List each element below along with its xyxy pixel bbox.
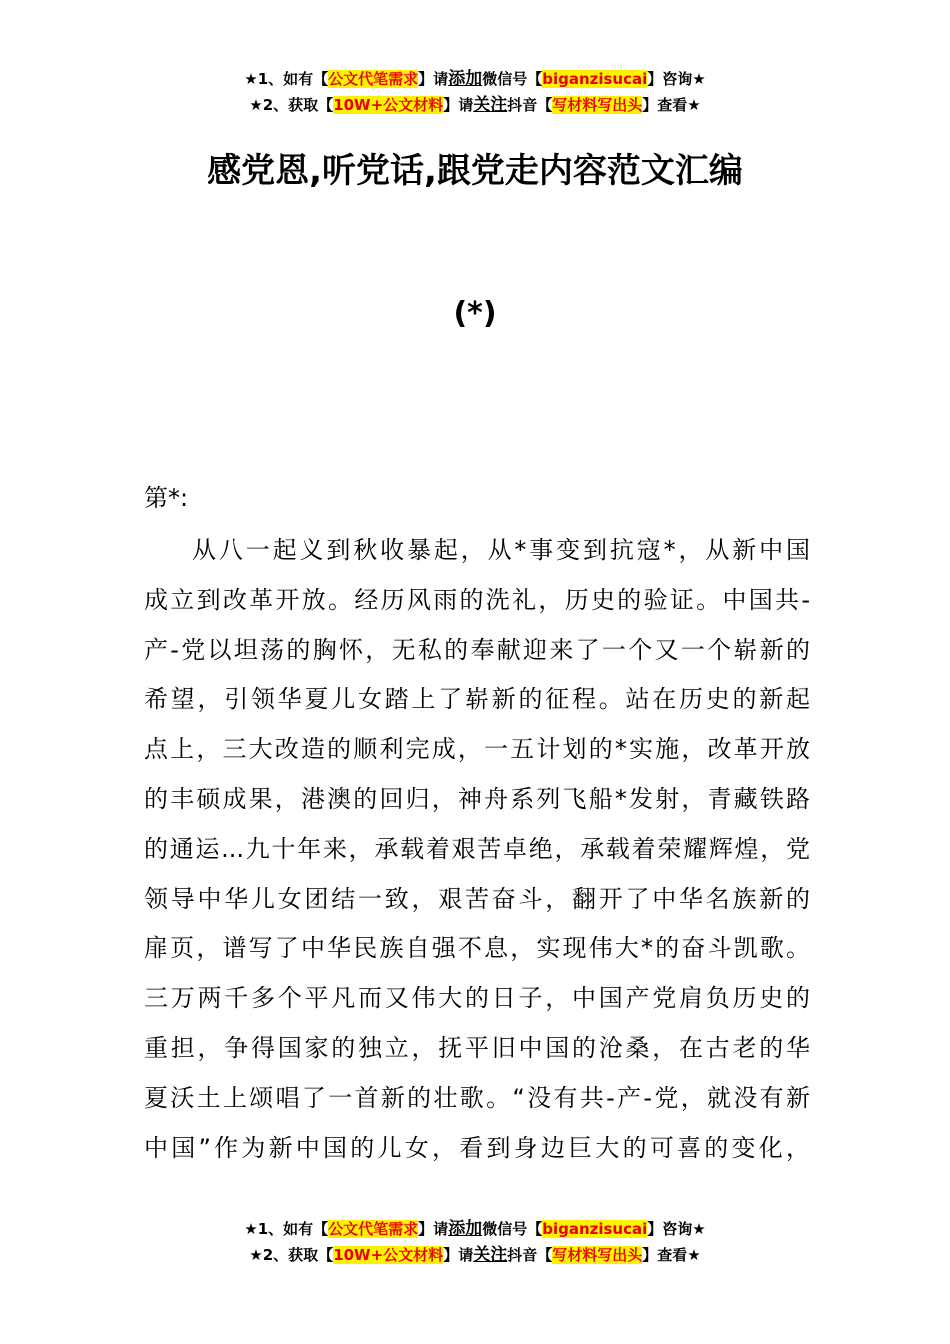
banner-underlined: 关注 [473, 95, 508, 115]
banner-text: 】查看★ [642, 96, 701, 114]
body-line: 的丰硕成果，港澳的回归，神舟系列飞船*发射，青藏铁路 [144, 784, 810, 813]
banner-text: ★2、获取【 [249, 96, 334, 114]
banner-highlight: 写材料写出头 [552, 1246, 643, 1264]
banner-line-2 [0, 92, 950, 118]
banner-line-1 [0, 1216, 950, 1242]
banner-text: 抖音【 [507, 1246, 553, 1264]
banner-text: 微信号【 [482, 1220, 543, 1238]
banner-text: 】请 [443, 96, 474, 114]
section-label: 第*: [144, 484, 189, 512]
banner-text: ★1、如有【 [244, 1220, 329, 1238]
banner-text: 】请 [443, 1246, 474, 1264]
banner-text: 】咨询★ [647, 1220, 706, 1238]
banner-underlined: 添加 [448, 69, 483, 89]
body-line: 希望，引领华夏儿女踏上了崭新的征程。站在历史的新起 [144, 685, 810, 714]
banner-text: 】咨询★ [647, 70, 706, 88]
banner-underlined: 关注 [473, 1245, 508, 1265]
banner-underlined: 添加 [448, 1219, 483, 1239]
body-line: 从八一起义到秋收暴起，从*事变到抗寇*，从新中国 [192, 536, 810, 564]
banner-text: 微信号【 [482, 70, 543, 88]
banner-text: ★1、如有【 [244, 70, 329, 88]
banner-text: 】查看★ [642, 1246, 701, 1264]
body-line: 点上，三大改造的顺利完成，一五计划的*实施，改革开放 [144, 735, 810, 764]
banner-highlight: 写材料写出头 [552, 96, 643, 114]
top-banner [0, 66, 950, 118]
banner-text: ★2、获取【 [249, 1246, 334, 1264]
banner-highlight: 公文代笔需求 [328, 1220, 419, 1238]
body-line: 扉页，谱写了中华民族自强不息，实现伟大*的奋斗凯歌。 [144, 934, 810, 963]
banner-line-2 [0, 1242, 950, 1268]
banner-highlight: biganzisucai [542, 1220, 648, 1238]
bottom-banner [0, 1216, 950, 1268]
body-line: 重担，争得国家的独立，抚平旧中国的沧桑，在古老的华 [144, 1033, 810, 1062]
body-line: 产-党以坦荡的胸怀，无私的奉献迎来了一个又一个崭新的 [144, 635, 810, 664]
banner-text: 】请 [418, 1220, 449, 1238]
banner-text: 抖音【 [507, 96, 553, 114]
banner-highlight: 公文代笔需求 [328, 70, 419, 88]
body-line: 成立到改革开放。经历风雨的洗礼，历史的验证。中国共- [144, 585, 810, 614]
banner-highlight: biganzisucai [542, 70, 648, 88]
body-paragraph [144, 526, 810, 1173]
body-line: 中国”作为新中国的儿女，看到身边巨大的可喜的变化， [144, 1133, 810, 1162]
body-line: 夏沃土上颂唱了一首新的壮歌。“没有共-产-党，就没有新 [144, 1083, 810, 1112]
document-title: 感党恩,听党话,跟党走内容范文汇编 [207, 151, 743, 191]
banner-highlight: 10W+公文材料 [333, 96, 444, 114]
banner-line-1 [0, 66, 950, 92]
banner-text: 】请 [418, 70, 449, 88]
document-subtitle: (*) [453, 296, 497, 331]
body-line: 三万两千多个平凡而又伟大的日子，中国产党肩负历史的 [144, 984, 810, 1013]
banner-highlight: 10W+公文材料 [333, 1246, 444, 1264]
body-line: 领导中华儿女团结一致，艰苦奋斗，翻开了中华名族新的 [144, 884, 810, 913]
body-line: 的通运...九十年来，承载着艰苦卓绝，承载着荣耀辉煌，党 [144, 834, 810, 863]
